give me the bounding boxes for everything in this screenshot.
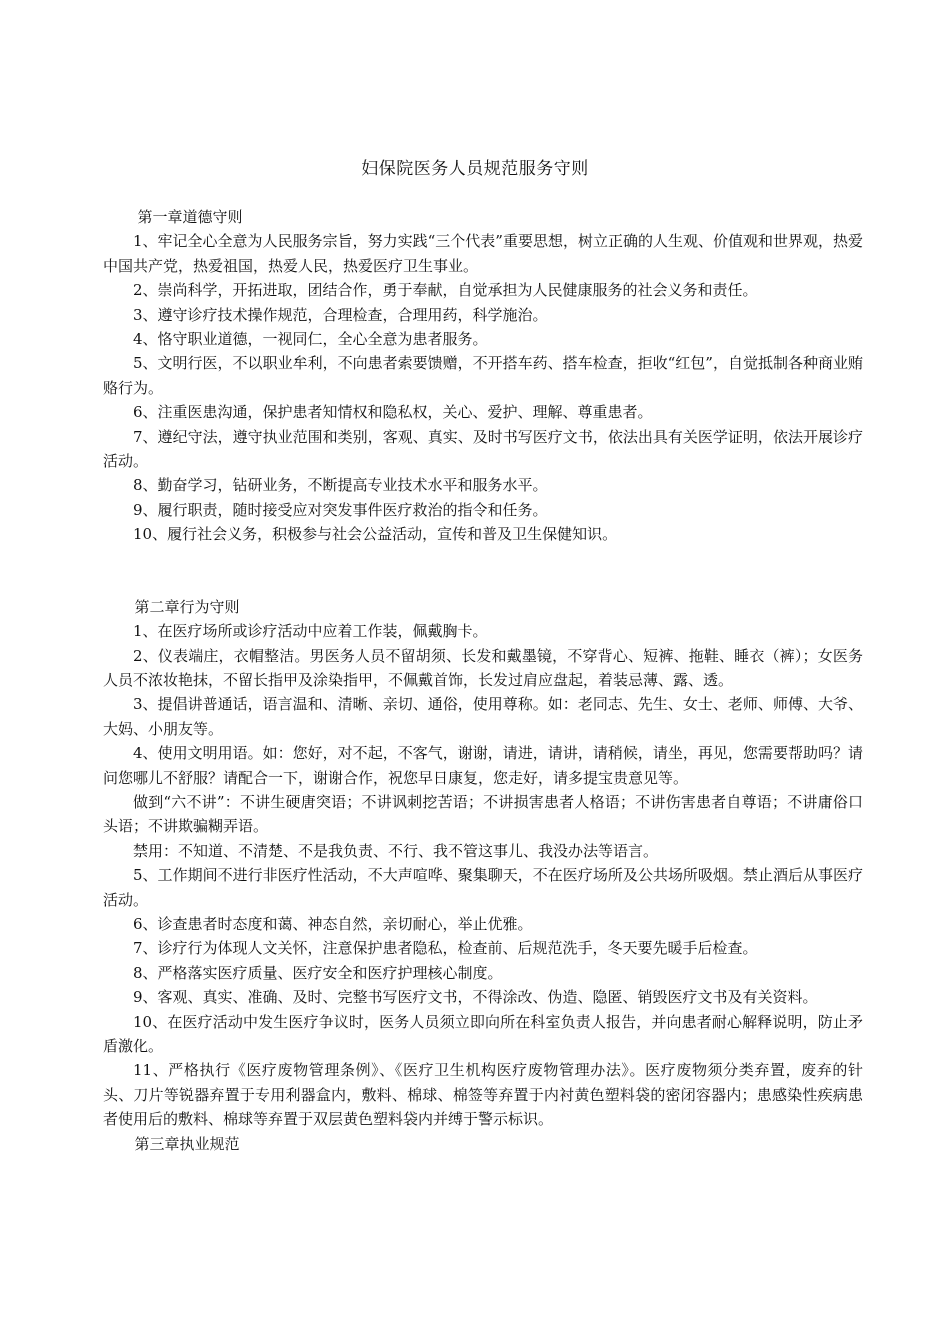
chapter2-item-forbidden-words: 禁用：不知道、不清楚、不是我负责、不行、我不管这事儿、我没办法等语言。 (133, 841, 659, 860)
chapter1-item-10: 10、履行社会义务，积极参与社会公益活动，宣传和普及卫生保健知识。 (133, 525, 618, 544)
chapter1-item-9: 9、履行职责，随时接受应对突发事件医疗救治的指令和任务。 (133, 500, 548, 519)
chapter1-item-2: 2、崇尚科学，开拓进取，团结合作，勇于奉献，自觉承担为人民健康服务的社会义务和责任。 (133, 281, 758, 300)
chapter2-item-7: 7、诊疗行为体现人文关怀，注意保护患者隐私，检查前、后规范洗手，冬天要先暖手后检查。 (133, 939, 758, 958)
chapter2-item-8: 8、严格落实医疗质量、医疗安全和医疗护理核心制度。 (133, 963, 503, 982)
chapter3-heading: 第三章执业规范 (134, 1134, 240, 1153)
section-spacer (103, 547, 863, 595)
chapter1-item-5: 5、文明行医，不以职业牟利，不向患者索要馈赠，不开搭车药、搭车检查，拒收“红包”，自觉抵制各种商业贿赂行为。 (103, 354, 863, 397)
chapter2-item-6: 6、诊查患者时态度和蔼、神态自然，亲切耐心，举止优雅。 (133, 914, 533, 933)
chapter2-item-9: 9、客观、真实、准确、及时、完整书写医疗文书，不得涂改、伪造、隐匿、销毁医疗文书及有关资料。 (133, 988, 818, 1007)
document-title: 妇保院医务人员规范服务守则 (361, 159, 589, 179)
chapter1-item-1: 1、牢记全心全意为人民服务宗旨，努力实践“三个代表”重要思想，树立正确的人生观、价值观和世界观，热爱中国共产党，热爱祖国，热爱人民，热爱医疗卫生事业。 (103, 232, 863, 275)
chapter2-item-11: 11、严格执行《医疗废物管理条例》、《医疗卫生机构医疗废物管理办法》。医疗废物须分类弃置，废弃的针头、刀片等锐器弃置于专用利器盒内，敷料、棉球、棉签等弃置于内衬黄色塑料袋的密闭容器内；患感染性疾病患者使用后的敷料、棉球等弃置于双层黄色塑料袋内并缚于警示标识。 (103, 1061, 863, 1129)
chapter1-item-6: 6、注重医患沟通，保护患者知情权和隐私权，关心、爱护、理解、尊重患者。 (133, 403, 653, 422)
chapter2-item-5: 5、工作期间不进行非医疗性活动，不大声喧哗、聚集聊天，不在医疗场所及公共场所吸烟。禁止酒后从事医疗活动。 (103, 866, 863, 909)
chapter1-item-3: 3、遵守诊疗技术操作规范，合理检查，合理用药，科学施治。 (133, 305, 548, 324)
chapter2-item-3: 3、提倡讲普通话，语言温和、清晰、亲切、通俗，使用尊称。如：老同志、先生、女士、老师、师傅、大爷、大妈、小朋友等。 (103, 695, 863, 738)
chapter2-item-10: 10、在医疗活动中发生医疗争议时，医务人员须立即向所在科室负责人报告，并向患者耐心解释说明，防止矛盾激化。 (103, 1012, 863, 1055)
chapter1-heading: 第一章道德守则 (137, 208, 243, 226)
chapter2-item-2: 2、仪表端庄，衣帽整洁。男医务人员不留胡须、长发和戴墨镜，不穿背心、短裤、拖鞋、睡衣（裤）；女医务人员不浓妆艳抹，不留长指甲及涂染指甲，不佩戴首饰，长发过肩应盘起，着装忌薄、露、透。 (103, 646, 863, 689)
chapter2-item-1: 1、在医疗场所或诊疗活动中应着工作装，佩戴胸卡。 (133, 622, 488, 641)
chapter1-item-4: 4、恪守职业道德，一视同仁，全心全意为患者服务。 (133, 330, 488, 349)
chapter2-item-4: 4、使用文明用语。如：您好，对不起，不客气，谢谢，请进，请讲，请稍候，请坐，再见，您需要帮助吗？请问您哪儿不舒服？请配合一下，谢谢合作，祝您早日康复，您走好，请多提宝贵意见等。 (103, 744, 863, 787)
chapter2-item-six-no-speak: 做到“六不讲”：不讲生硬唐突语；不讲讽刺挖苦语；不讲损害患者人格语；不讲伤害患者自尊语；不讲庸俗口头语；不讲欺骗糊弄语。 (103, 792, 863, 836)
chapter1-item-7: 7、遵纪守法，遵守执业范围和类别，客观、真实、及时书写医疗文书，依法出具有关医学证明，依法开展诊疗活动。 (103, 427, 863, 471)
document-body (103, 205, 863, 1156)
chapter2-heading: 第二章行为守则 (134, 597, 240, 616)
chapter1-item-8: 8、勤奋学习，钻研业务，不断提高专业技术水平和服务水平。 (133, 476, 548, 495)
